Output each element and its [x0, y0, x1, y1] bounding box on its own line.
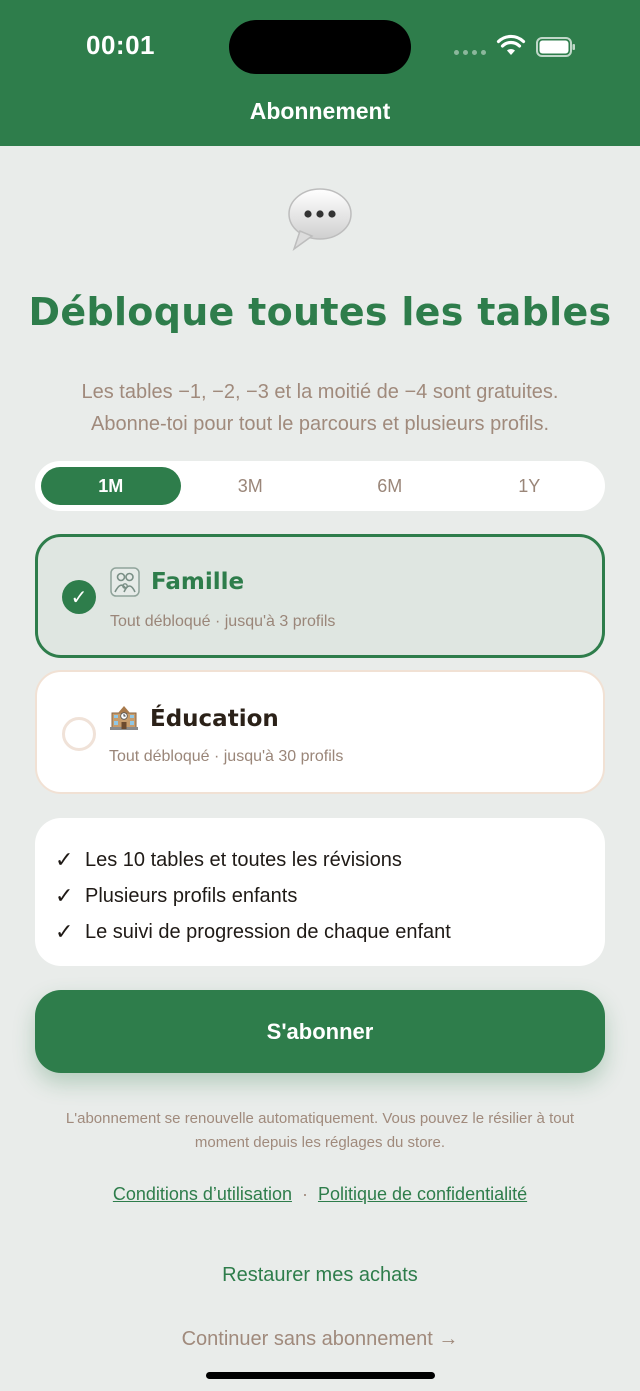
top-bar	[0, 0, 640, 146]
duration-tab-6m[interactable]: 6M	[377, 475, 403, 496]
feature-text: Plusieurs profils enfants	[85, 884, 298, 907]
hero-subtitle	[30, 376, 610, 440]
feature-text: Le suivi de progression de chaque enfant	[85, 920, 451, 943]
radio-unchecked-icon[interactable]	[62, 717, 96, 751]
duration-selector	[35, 461, 605, 511]
terms-link[interactable]: Conditions d’utilisation	[112, 1184, 292, 1204]
duration-tab-1y[interactable]: 1Y	[518, 475, 541, 496]
feature-item	[55, 878, 585, 914]
features-list	[35, 818, 605, 966]
home-indicator	[206, 1372, 435, 1379]
battery-icon	[536, 37, 576, 57]
wifi-icon	[496, 34, 526, 58]
plan-description: Tout débloqué · jusqu'à 3 profils	[110, 613, 336, 630]
links-separator: ·	[301, 1184, 308, 1204]
speech-bubble-icon	[286, 186, 354, 252]
legal-line-1: L'abonnement se renouvelle automatiquement. Vous pouvez le résilier à tout	[65, 1110, 575, 1127]
legal-line-2: moment depuis les réglages du store.	[194, 1134, 446, 1151]
checkmark-icon: ✓	[55, 847, 74, 872]
restore-purchases-button[interactable]: Restaurer mes achats	[222, 1264, 418, 1286]
dynamic-island	[229, 20, 411, 74]
duration-tab-1m[interactable]: 1M	[41, 467, 181, 505]
page-title: Abonnement	[249, 98, 391, 124]
radio-checked-icon[interactable]: ✓	[62, 580, 96, 614]
duration-tab-3m[interactable]: 3M	[237, 475, 263, 496]
subtitle-line-1: Les tables −1, −2, −3 et la moitié de −4 sont gratuites.	[81, 381, 559, 403]
status-time: 00:01	[86, 30, 155, 60]
legal-notice	[40, 1107, 600, 1155]
family-icon	[110, 567, 140, 597]
plan-card-famille[interactable]	[35, 534, 605, 658]
privacy-link[interactable]: Politique de confidentialité	[317, 1184, 528, 1204]
school-icon	[109, 702, 139, 732]
subtitle-line-2: Abonne-toi pour tout le parcours et plusieurs profils.	[90, 413, 550, 435]
feature-text: Les 10 tables et toutes les révisions	[85, 848, 402, 871]
legal-links	[0, 1184, 640, 1205]
hero-title: Débloque toutes les tables	[28, 290, 612, 334]
plan-description: Tout débloqué · jusqu'à 30 profils	[109, 748, 344, 765]
plan-name: Éducation	[150, 706, 279, 732]
checkmark-icon: ✓	[55, 883, 74, 908]
feature-item	[55, 842, 585, 878]
plan-card-education[interactable]	[35, 670, 605, 794]
subscribe-button[interactable]: S'abonner	[35, 990, 605, 1073]
feature-item	[55, 914, 585, 950]
checkmark-icon: ✓	[55, 919, 74, 944]
plan-name: Famille	[151, 569, 245, 595]
continue-without-subscription-button[interactable]: Continuer sans abonnement →	[181, 1328, 459, 1350]
cellular-signal-icon	[454, 50, 486, 55]
